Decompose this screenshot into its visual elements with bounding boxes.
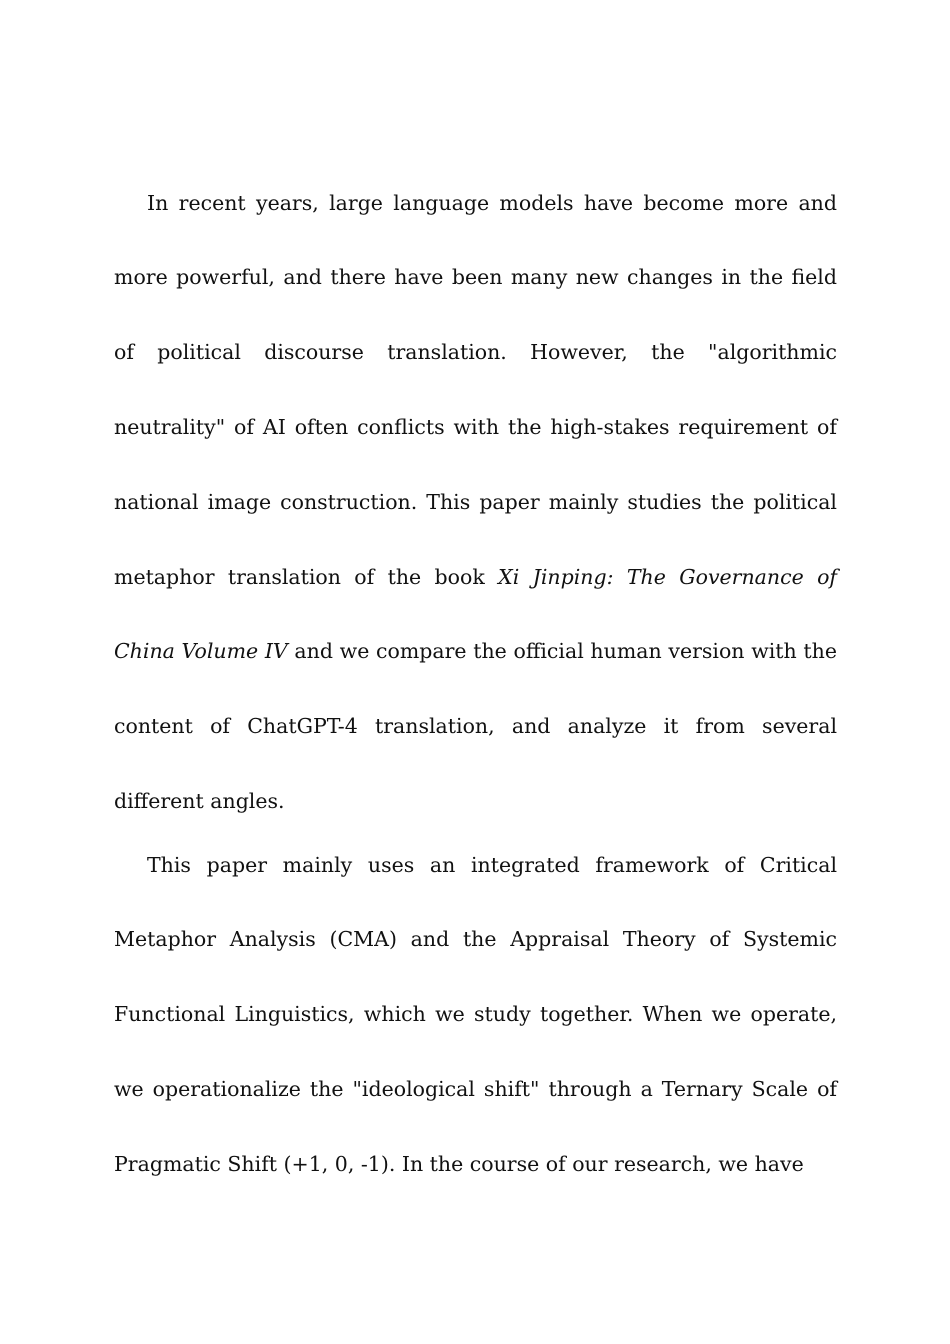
book-title: Xi Jinping: The Governance of China Volume IV [114,564,838,664]
paragraph-intro-text-2: and we compare the official human version with the content of ChatGPT-4 translation, and analyze it from several different angles. [114,639,837,813]
paragraph-intro [114,166,837,839]
paragraph-method-text: This paper mainly uses an integrated framework of Critical Metaphor Analysis (CMA) and the Appraisal Theory of Systemic Functional Linguistics, which we study together. When we operate, we operationalize the "ideological shift" through a Ternary Scale of Pragmatic Shift (+1, 0, -1). In the course of our research, we have [114,852,837,1176]
paragraph-method [114,828,837,1202]
paragraph-intro-text-1: In recent years, large language models have become more and more powerful, and there have been many new changes in the field of political discourse translation. However, the "algorithmic neutrality" of AI often conflicts with the high-stakes requirement of national image construction. This paper mainly studies the political metaphor translation of the book [114,190,837,589]
